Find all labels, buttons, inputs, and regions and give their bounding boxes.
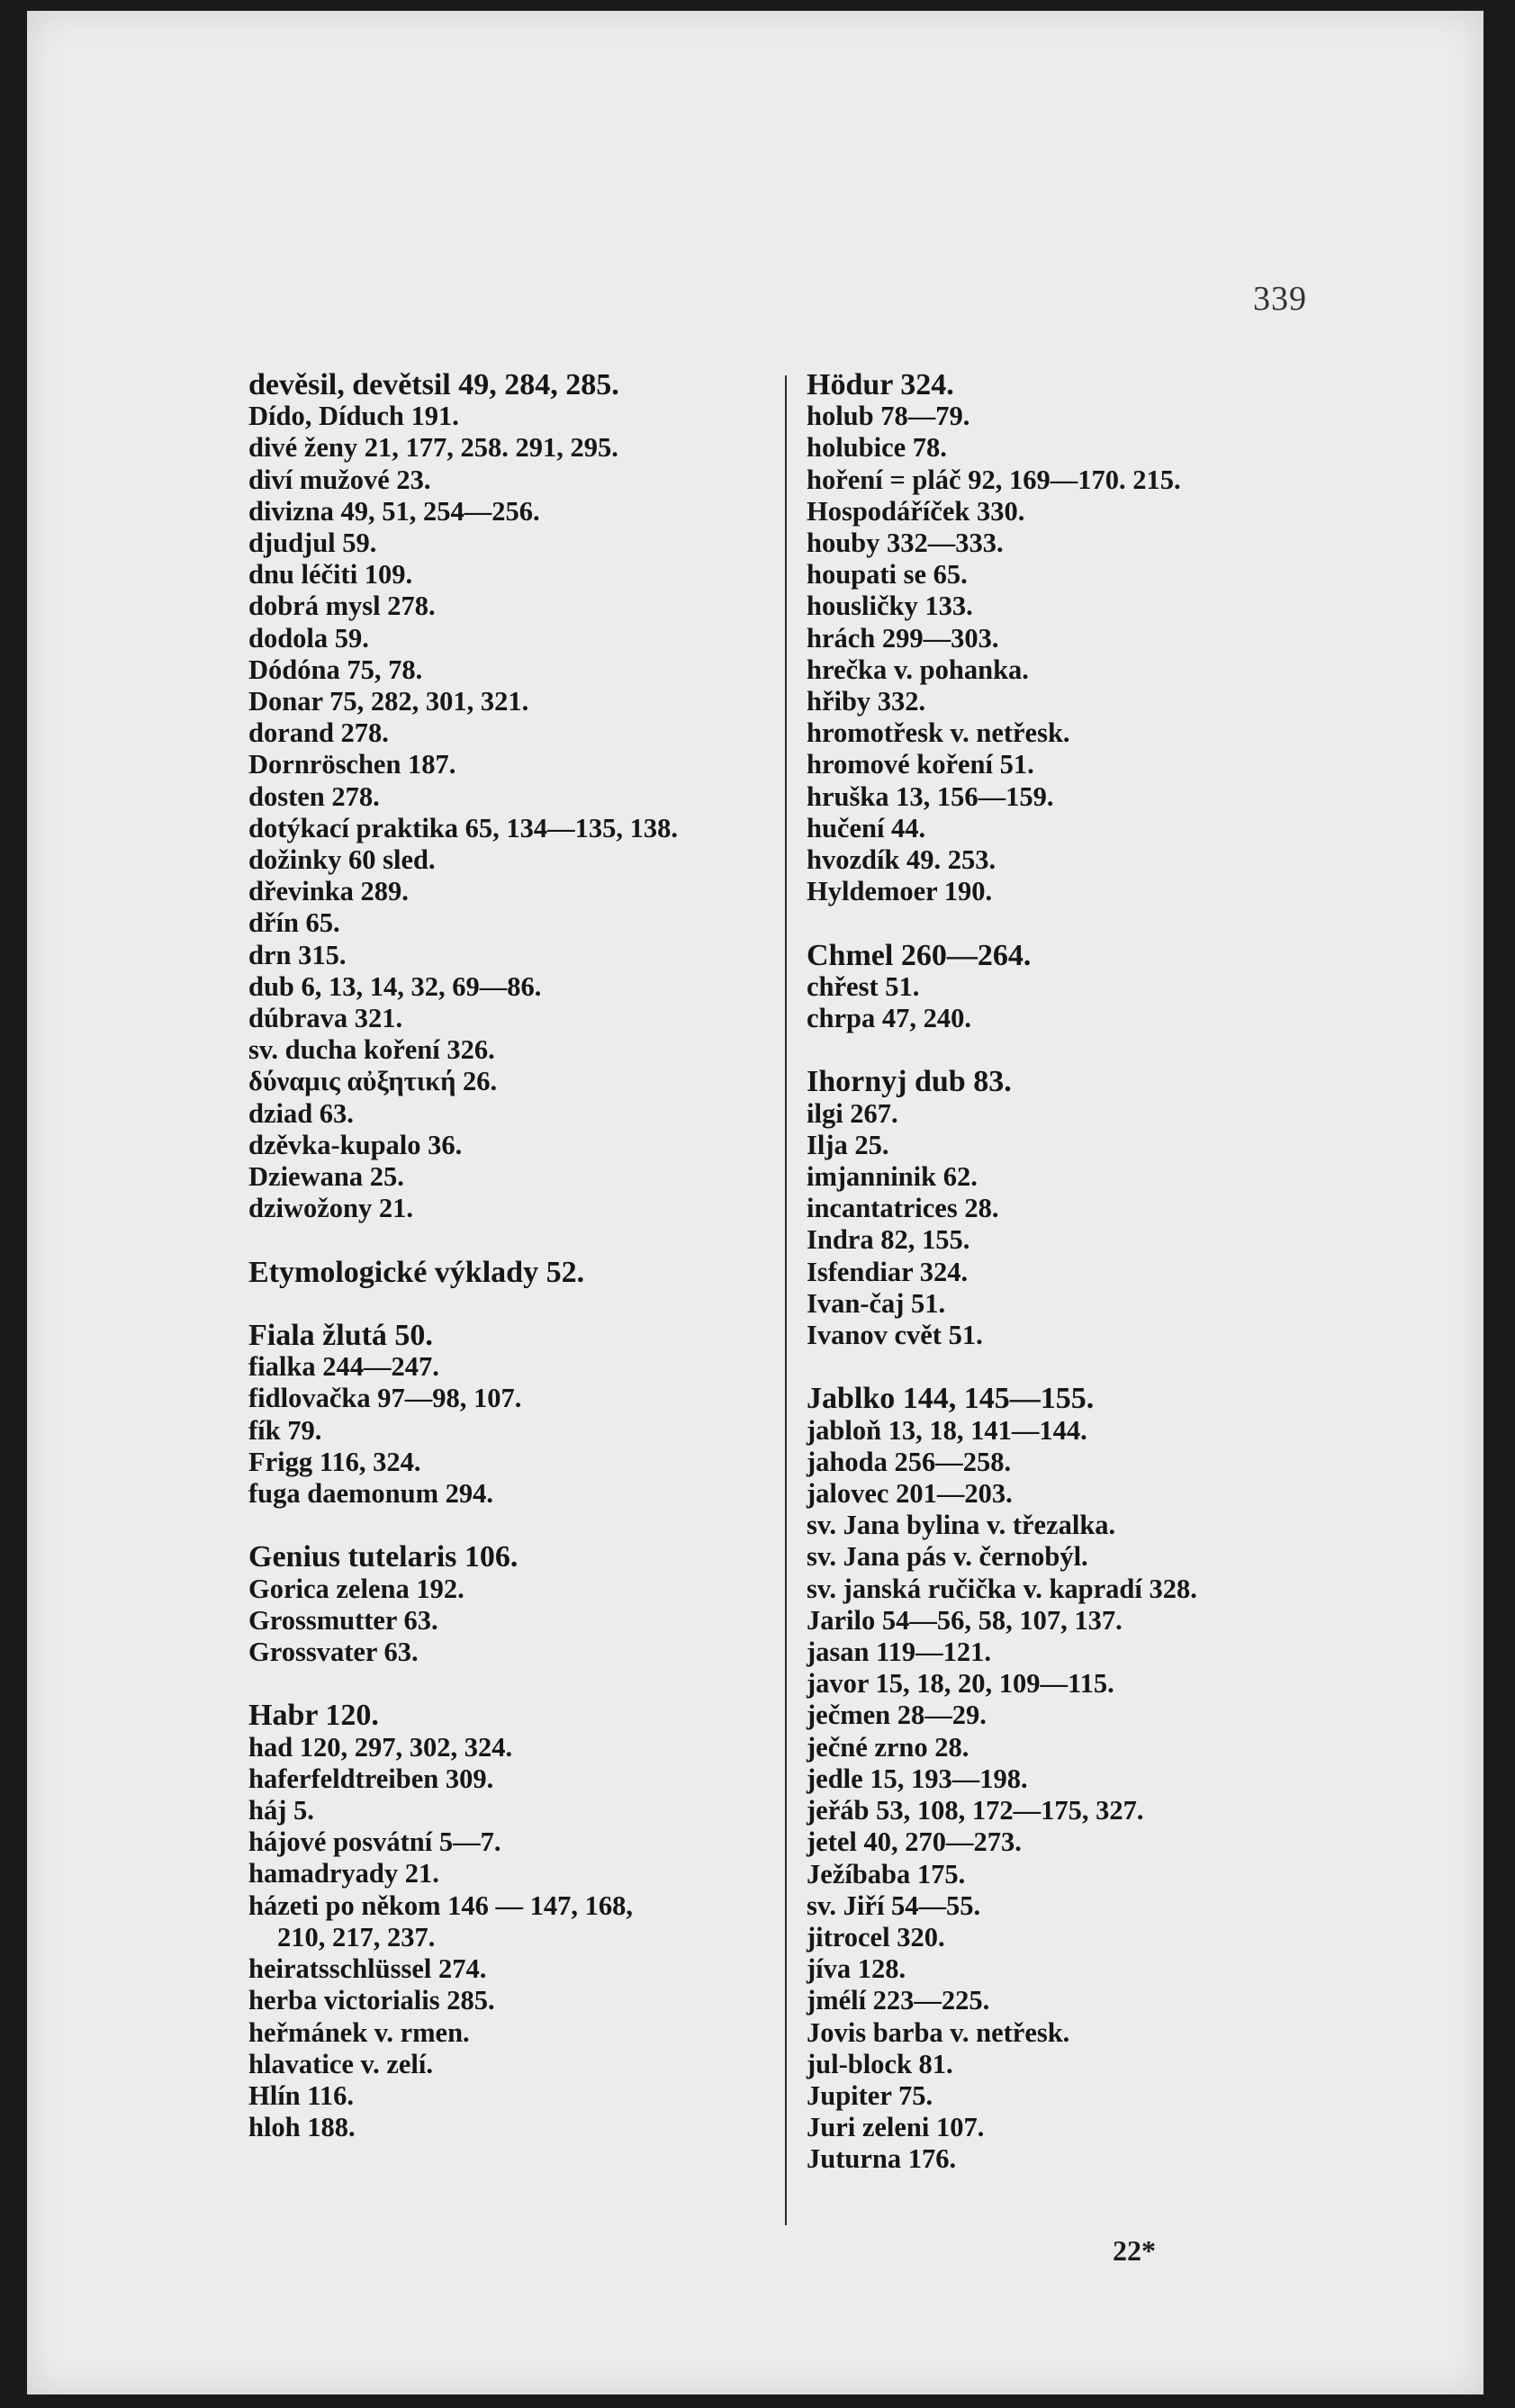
index-entry: hvozdík 49. 253. <box>807 844 996 876</box>
index-entry: Jablko 144, 145—155. <box>807 1382 1095 1416</box>
index-entry: 210, 217, 237. <box>277 1921 436 1953</box>
index-entry: heřmánek v. rmen. <box>248 2016 470 2048</box>
index-entry: holubice 78. <box>807 432 947 464</box>
index-entry: divé ženy 21, 177, 258. 291, 295. <box>248 432 618 464</box>
index-entry: Fiala žlutá 50. <box>248 1319 433 1353</box>
index-entry: dorand 278. <box>248 717 389 749</box>
index-entry: dřevinka 289. <box>248 876 409 907</box>
index-entry: Hospodáříček 330. <box>807 495 1025 527</box>
index-entry: Frigg 116, 324. <box>248 1446 421 1477</box>
index-entry: hruška 13, 156—159. <box>807 780 1054 812</box>
index-entry: ilgi 267. <box>807 1097 898 1129</box>
index-entry: fík 79. <box>248 1414 322 1446</box>
index-entry: Ilja 25. <box>807 1129 889 1160</box>
index-entry: dziad 63. <box>248 1097 354 1129</box>
index-entry: fialka 244—247. <box>248 1351 439 1383</box>
index-entry: Dódóna 75, 78. <box>248 654 423 685</box>
index-entry: dnu léčiti 109. <box>248 559 413 591</box>
index-entry: jahoda 256—258. <box>807 1446 1012 1477</box>
index-entry: jitrocel 320. <box>807 1921 945 1953</box>
index-entry: hloh 188. <box>248 2112 356 2143</box>
index-entry: djudjul 59. <box>248 528 377 559</box>
index-entry: jmélí 223—225. <box>807 1985 990 2016</box>
page-number: 339 <box>1253 280 1307 318</box>
index-entry: hrečka v. pohanka. <box>807 654 1029 685</box>
index-entry: devěsil, devětsil 49, 284, 285. <box>248 368 619 401</box>
column-divider <box>785 375 787 2225</box>
index-entry: Grossvater 63. <box>248 1637 419 1668</box>
index-entry: jetel 40, 270—273. <box>807 1826 1022 1858</box>
index-entry: hájové posvátní 5—7. <box>248 1826 501 1858</box>
index-entry: heiratsschlüssel 274. <box>248 1953 487 1985</box>
index-column-left <box>248 369 771 2143</box>
index-entry: hromové koření 51. <box>807 749 1034 780</box>
index-entry: sv. Jana bylina v. třezalka. <box>807 1510 1116 1541</box>
index-column-right <box>807 369 1329 2176</box>
index-entry: Grossmutter 63. <box>248 1604 438 1636</box>
index-entry: Donar 75, 282, 301, 321. <box>248 686 529 717</box>
section-gap <box>807 907 1329 939</box>
index-entry: jalovec 201—203. <box>807 1478 1013 1510</box>
index-entry: hlavatice v. zelí. <box>248 2048 433 2079</box>
index-entry: Dornröschen 187. <box>248 749 456 780</box>
index-entry: sv. Jiří 54—55. <box>807 1889 981 1921</box>
section-gap <box>248 1288 771 1320</box>
index-entry: jíva 128. <box>807 1953 906 1985</box>
index-entry: jul-block 81. <box>807 2048 953 2079</box>
section-gap <box>807 1351 1329 1383</box>
book-page <box>27 11 1483 2394</box>
index-entry: hřiby 332. <box>807 686 926 717</box>
index-entry: dodola 59. <box>248 622 369 654</box>
index-entry: dub 6, 13, 14, 32, 69—86. <box>248 970 542 1002</box>
index-entry: Genius tutelaris 106. <box>248 1540 519 1574</box>
index-entry: Jarilo 54—56, 58, 107, 137. <box>807 1604 1123 1636</box>
index-entry: háj 5. <box>248 1795 314 1826</box>
index-entry: houpati se 65. <box>807 559 968 591</box>
section-gap <box>807 1034 1329 1066</box>
index-entry: dúbrava 321. <box>248 1003 403 1034</box>
index-entry: Gorica zelena 192. <box>248 1573 464 1604</box>
index-entry: housličky 133. <box>807 591 973 622</box>
index-entry: Ivan-čaj 51. <box>807 1287 946 1319</box>
index-entry: dzěvka-kupalo 36. <box>248 1129 463 1160</box>
index-entry: Indra 82, 155. <box>807 1224 970 1256</box>
index-entry: Dído, Díduch 191. <box>248 401 459 432</box>
index-entry: Chmel 260—264. <box>807 938 1032 972</box>
index-entry: jasan 119—121. <box>807 1637 992 1668</box>
index-entry: jedle 15, 193—198. <box>807 1763 1028 1794</box>
index-entry: divizna 49, 51, 254—256. <box>248 495 540 527</box>
index-entry: had 120, 297, 302, 324. <box>248 1731 513 1763</box>
section-gap <box>248 1510 771 1541</box>
index-entry: Ivanov cvět 51. <box>807 1320 983 1351</box>
index-entry: drn 315. <box>248 939 347 970</box>
index-entry: imjanninik 62. <box>807 1161 978 1193</box>
index-entry: Jovis barba v. netřesk. <box>807 2016 1070 2048</box>
index-entry: Ježíbaba 175. <box>807 1858 966 1889</box>
index-entry: javor 15, 18, 20, 109—115. <box>807 1668 1114 1700</box>
index-entry: herba victorialis 285. <box>248 1985 495 2016</box>
index-entry: Isfendiar 324. <box>807 1256 969 1287</box>
index-entry: Juturna 176. <box>807 2143 957 2175</box>
index-entry: dobrá mysl 278. <box>248 591 436 622</box>
index-entry: Etymologické výklady 52. <box>248 1255 585 1289</box>
index-entry: hrách 299—303. <box>807 622 999 654</box>
index-entry: Juri zeleni 107. <box>807 2112 985 2143</box>
index-entry: chrpa 47, 240. <box>807 1003 971 1034</box>
sheet-signature: 22* <box>1113 2234 1156 2267</box>
section-gap <box>248 1224 771 1256</box>
index-entry: sv. janská ručička v. kapradí 328. <box>807 1573 1197 1604</box>
index-entry: hučení 44. <box>807 812 926 843</box>
index-entry: Hyldemoer 190. <box>807 876 993 907</box>
index-entry: haferfeldtreiben 309. <box>248 1763 494 1794</box>
index-entry: hromotřesk v. netřesk. <box>807 717 1070 749</box>
index-entry: incantatrices 28. <box>807 1193 999 1224</box>
index-entry: dziwožony 21. <box>248 1193 413 1224</box>
index-entry: fuga daemonum 294. <box>248 1478 493 1510</box>
index-entry: jabloň 13, 18, 141—144. <box>807 1414 1087 1446</box>
index-entry: Ihornyj dub 83. <box>807 1065 1012 1099</box>
index-entry: holub 78—79. <box>807 401 970 432</box>
section-gap <box>248 1668 771 1700</box>
index-entry: házeti po někom 146 — 147, 168, <box>248 1889 633 1921</box>
index-entry: sv. ducha koření 326. <box>248 1034 495 1066</box>
index-entry: Hödur 324. <box>807 368 954 401</box>
index-entry: dožinky 60 sled. <box>248 844 436 876</box>
index-entry: hoření = pláč 92, 169—170. 215. <box>807 464 1181 495</box>
index-entry: chřest 51. <box>807 970 920 1002</box>
index-entry: Habr 120. <box>248 1699 379 1733</box>
index-entry: dosten 278. <box>248 780 380 812</box>
index-entry: sv. Jana pás v. černobýl. <box>807 1541 1088 1573</box>
index-entry: Jupiter 75. <box>807 2079 933 2111</box>
index-entry: dřín 65. <box>248 907 340 939</box>
index-entry: jeřáb 53, 108, 172—175, 327. <box>807 1795 1144 1826</box>
index-entry: Hlín 116. <box>248 2079 354 2111</box>
index-entry: diví mužové 23. <box>248 464 431 495</box>
index-entry: δύναμις αὐξητική 26. <box>248 1066 498 1097</box>
index-entry: ječmen 28—29. <box>807 1700 987 1731</box>
index-entry: hamadryady 21. <box>248 1858 439 1889</box>
index-entry: Dziewana 25. <box>248 1161 404 1193</box>
index-entry: dotýkací praktika 65, 134—135, 138. <box>248 812 679 843</box>
index-entry: ječné zrno 28. <box>807 1731 969 1763</box>
index-entry: houby 332—333. <box>807 528 1004 559</box>
index-entry: fidlovačka 97—98, 107. <box>248 1383 522 1414</box>
